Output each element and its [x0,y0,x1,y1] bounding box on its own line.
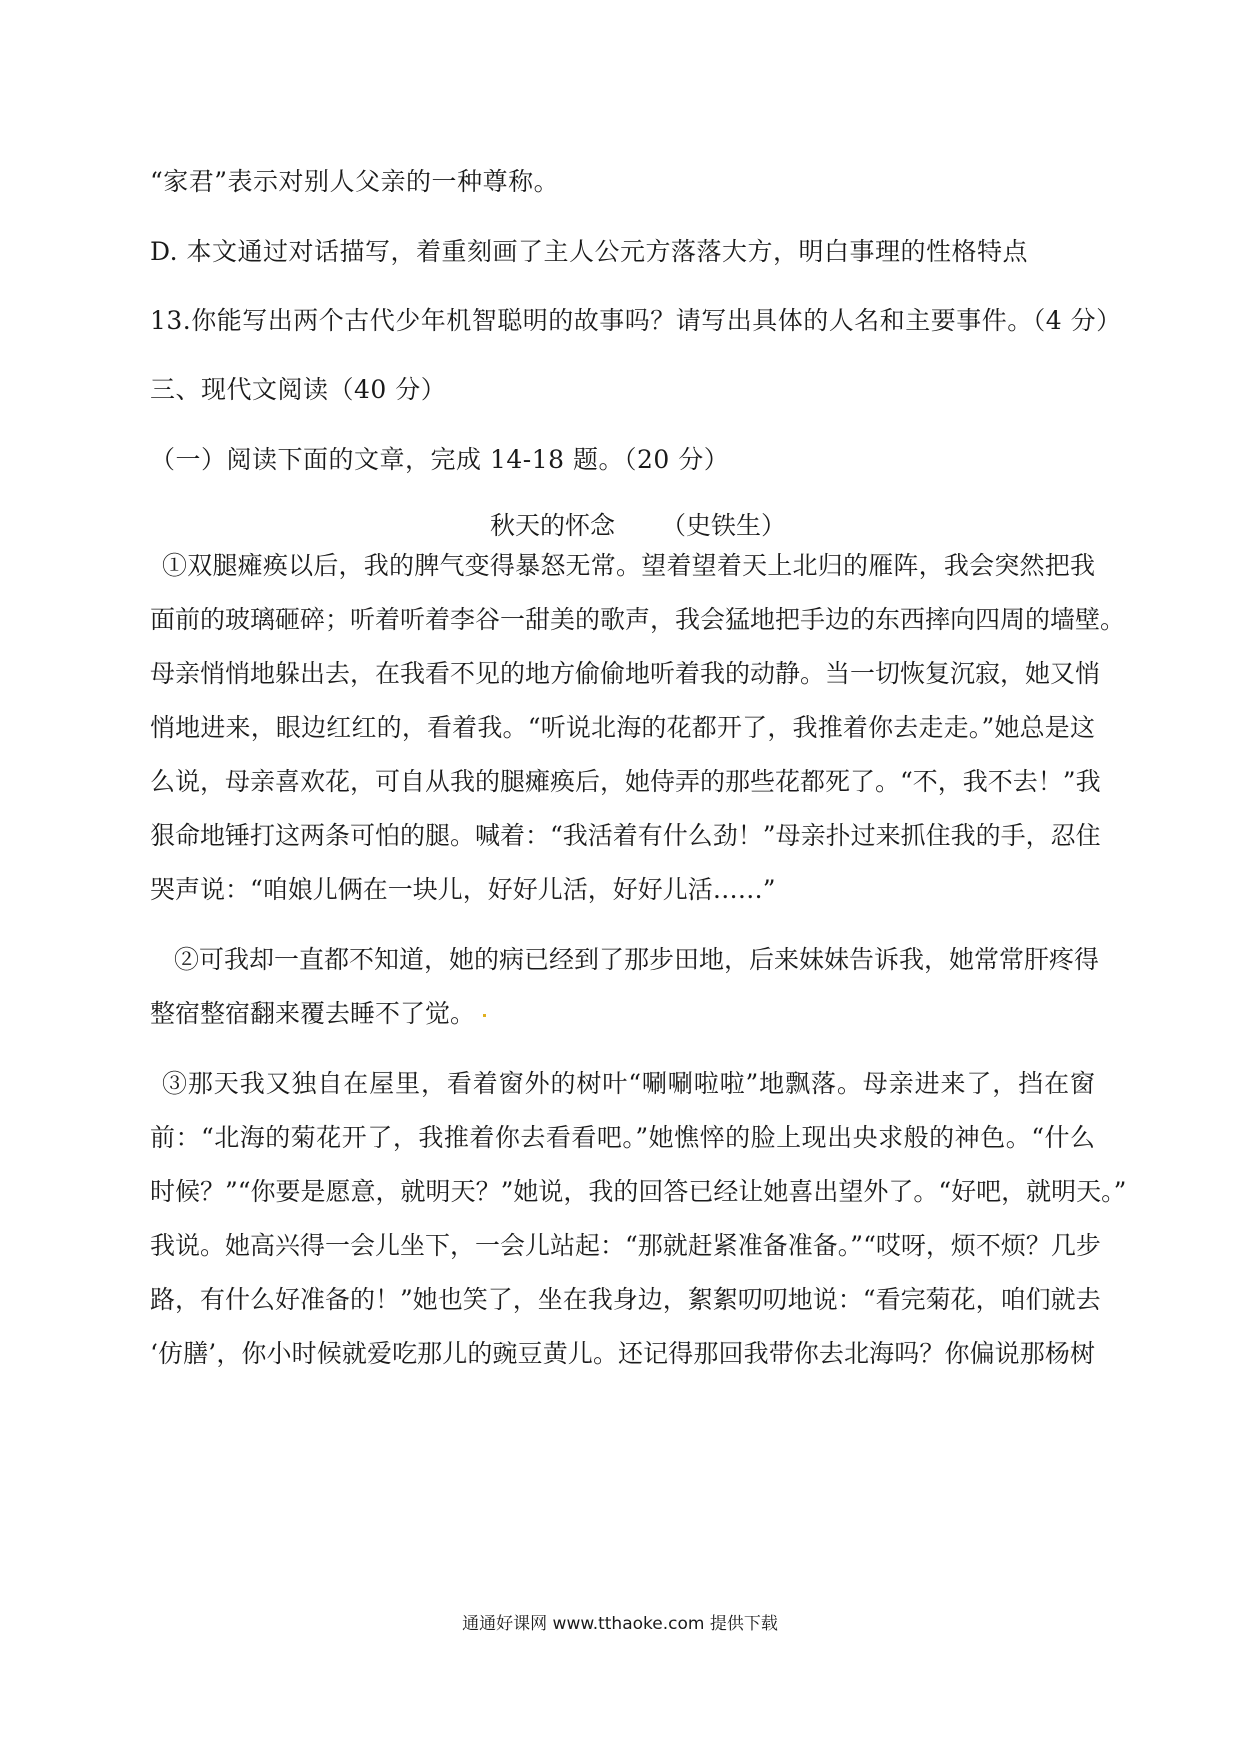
paragraph-1-line: 哭声说：“咱娘儿俩在一块儿，好好儿活，好好儿活……” [150,875,776,904]
paragraph-3-line: ③那天我又独自在屋里，看着窗外的树叶“唰唰啦啦”地飘落。母亲进来了，挡在窗 [162,1069,1095,1098]
paragraph-3-line: 路，有什么好准备的！”她也笑了，坐在我身边，絮絮叨叨地说：“看完菊花，咱们就去 [150,1285,1101,1314]
question-13: 13.你能写出两个古代少年机智聪明的故事吗？请写出具体的人名和主要事件。（4 分） [150,306,1122,335]
article-title: 秋天的怀念 [490,511,616,540]
option-d: D. 本文通过对话描写，着重刻画了主人公元方落落大方，明白事理的性格特点 [150,237,1029,266]
paragraph-2-last-line [150,996,1095,1032]
page-footer: 通通好课网 www.tthaoke.com 提供下载 [462,1614,778,1634]
paragraph-2-text: 整宿整宿翻来覆去睡不了觉。 [150,999,476,1028]
paragraph-3-line: 前：“北海的菊花开了，我推着你去看看吧。”她憔悴的脸上现出央求般的神色。“什么 [150,1123,1095,1152]
section-heading: 三、现代文阅读（40 分） [150,375,447,404]
article-author: （史铁生） [661,511,787,540]
paragraph-3-line: 时候？”“你要是愿意，就明天？”她说，我的回答已经让她喜出望外了。“好吧，就明天。” [150,1177,1127,1206]
ink-dot [483,1014,486,1017]
paragraph-1-line: 面前的玻璃砸碎；听着听着李谷一甜美的歌声，我会猛地把手边的东西摔向四周的墙壁。 [150,605,1126,634]
paragraph-1-line: ①双腿瘫痪以后，我的脾气变得暴怒无常。望着望着天上北归的雁阵，我会突然把我 [162,551,1095,580]
paragraph-1-line: 么说，母亲喜欢花，可自从我的腿瘫痪后，她侍弄的那些花都死了。“不，我不去！”我 [150,767,1101,796]
paragraph-3-line: ‘仿膳’，你小时候就爱吃那儿的豌豆黄儿。还记得那回我带你去北海吗？你偏说那杨树 [150,1339,1095,1368]
paragraph-3-line: 我说。她高兴得一会儿坐下，一会儿站起：“那就赶紧准备准备。”“哎呀，烦不烦？几步 [150,1231,1101,1260]
subsection-heading: （一）阅读下面的文章，完成 14-18 题。（20 分） [150,445,730,474]
paragraph-2-line: ②可我却一直都不知道，她的病已经到了那步田地，后来妹妹告诉我，她常常肝疼得 [174,945,1100,974]
paragraph-1-line: 母亲悄悄地躲出去，在我看不见的地方偷偷地听着我的动静。当一切恢复沉寂，她又悄 [150,659,1101,688]
article-title-line [490,508,786,544]
paragraph-1-line: 悄地进来，眼边红红的，看着我。“听说北海的花都开了，我推着你去走走。”她总是这 [150,713,1095,742]
text-line: “家君”表示对别人父亲的一种尊称。 [150,167,560,196]
paragraph-1-line: 狠命地锤打这两条可怕的腿。喊着：“我活着有什么劲！”母亲扑过来抓住我的手，忍住 [150,821,1101,850]
